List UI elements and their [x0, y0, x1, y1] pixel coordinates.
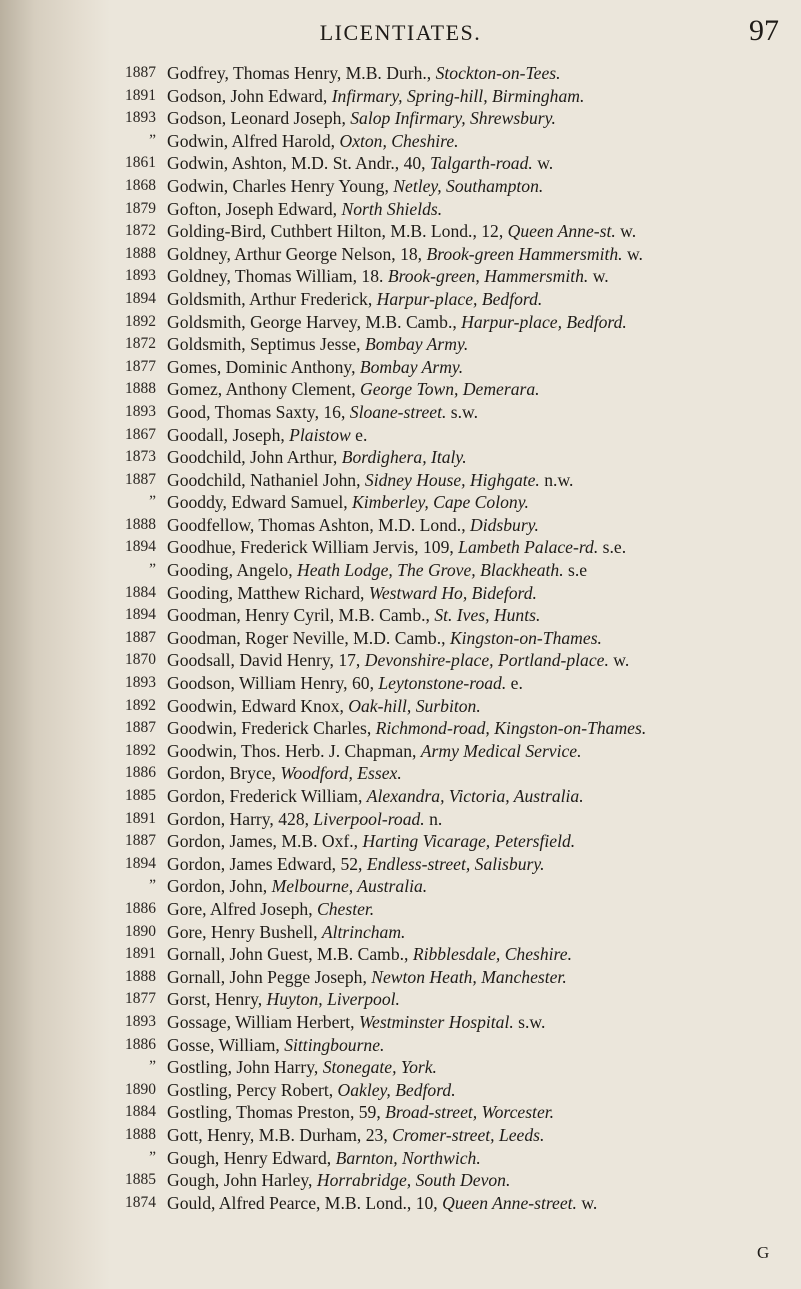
- licentiate-name: Goodwin, Thos. Herb. J. Chapman,: [167, 740, 421, 761]
- year-of-licence: 1885: [125, 1171, 156, 1189]
- licentiate-address: Ribblesdale, Cheshire.: [412, 944, 572, 965]
- licentiate-address: Infirmary, Spring-hill, Birmingham.: [331, 85, 585, 106]
- licentiate-address: Queen Anne-street.: [442, 1192, 577, 1213]
- licentiate-address: Devonshire-place, Portland-place.: [364, 650, 609, 671]
- year-of-licence: 1877: [125, 990, 156, 1008]
- list-item: [167, 378, 793, 401]
- licentiate-name: Goldney, Arthur George Nelson, 18,: [167, 243, 427, 264]
- licentiate-address: Salop Infirmary, Shrewsbury.: [350, 108, 556, 129]
- licentiate-name: Gomez, Anthony Clement,: [167, 379, 361, 400]
- licentiate-name: Gostling, Thomas Preston, 59,: [167, 1102, 386, 1123]
- year-of-licence: ”: [149, 1058, 156, 1076]
- licentiate-address: Oak-hill, Surbiton.: [348, 695, 481, 716]
- list-item: [167, 265, 793, 288]
- list-item: [167, 62, 793, 85]
- licentiate-name: Goodchild, John Arthur,: [167, 447, 342, 468]
- list-item: [167, 424, 793, 447]
- licentiate-address: Richmond-road, Kingston-on-Thames.: [375, 718, 647, 739]
- year-of-licence: 1870: [125, 651, 156, 669]
- year-of-licence: 1886: [125, 899, 156, 917]
- licentiate-address: Kimberley, Cape Colony.: [352, 492, 529, 513]
- licentiate-name: Gorst, Henry,: [167, 989, 267, 1010]
- licentiate-address: Bombay Army.: [359, 356, 464, 377]
- year-of-licence: 1891: [125, 945, 156, 963]
- licentiate-address: St. Ives, Hunts.: [434, 605, 541, 626]
- licentiate-name: Gough, Henry Edward,: [167, 1147, 336, 1168]
- year-of-licence: 1879: [125, 199, 156, 217]
- list-item: [167, 220, 793, 243]
- postal-district: w.: [576, 1192, 598, 1213]
- year-of-licence: 1887: [125, 832, 156, 850]
- licentiate-address: Melbourne, Australia.: [271, 876, 428, 897]
- list-item: [167, 1034, 793, 1057]
- list-item: [167, 1147, 793, 1170]
- licentiate-name: Gore, Alfred Joseph,: [167, 898, 318, 919]
- postal-district: n.: [424, 808, 443, 829]
- year-of-licence: 1888: [125, 380, 156, 398]
- year-of-licence: 1888: [125, 1125, 156, 1143]
- list-item: [167, 830, 793, 853]
- list-item: [167, 243, 793, 266]
- postal-district: e.: [506, 673, 523, 694]
- year-of-licence: 1894: [125, 606, 156, 624]
- list-item: [167, 740, 793, 763]
- licentiate-address: Chester.: [317, 898, 375, 919]
- year-of-licence: 1886: [125, 1035, 156, 1053]
- year-of-licence: 1890: [125, 922, 156, 940]
- list-item: [167, 491, 793, 514]
- year-of-licence: 1891: [125, 86, 156, 104]
- year-of-licence: 1861: [125, 154, 156, 172]
- licentiate-address: Army Medical Service.: [420, 740, 582, 761]
- page-header: [0, 14, 801, 54]
- year-of-licence: 1888: [125, 244, 156, 262]
- list-item: [167, 130, 793, 153]
- licentiate-address: Barnton, Northwich.: [335, 1147, 481, 1168]
- list-item: [167, 469, 793, 492]
- licentiate-name: Gornall, John Pegge Joseph,: [167, 966, 372, 987]
- year-of-licence: 1887: [125, 628, 156, 646]
- postal-district: e.: [350, 424, 368, 445]
- year-of-licence: 1893: [125, 1012, 156, 1030]
- licentiate-name: Gordon, James, M.B. Oxf.,: [167, 831, 363, 852]
- postal-district: w.: [532, 153, 554, 174]
- licentiate-address: Heath Lodge, The Grove, Blackheath.: [297, 560, 564, 581]
- licentiate-name: Goodwin, Frederick Charles,: [167, 718, 376, 739]
- licentiate-name: Gossage, William Herbert,: [167, 1011, 359, 1032]
- licentiate-name: Gore, Henry Bushell,: [167, 921, 322, 942]
- licentiate-name: Gostling, Percy Robert,: [167, 1079, 338, 1100]
- catchword: G: [757, 1243, 770, 1262]
- list-item: [167, 762, 793, 785]
- year-column: [104, 62, 156, 1214]
- licentiate-address: Sloane-street.: [349, 401, 447, 422]
- licentiate-name: Goodchild, Nathaniel John,: [167, 469, 365, 490]
- list-item: [167, 649, 793, 672]
- year-of-licence: ”: [149, 493, 156, 511]
- licentiate-address: Newton Heath, Manchester.: [371, 966, 567, 987]
- postal-district: s.w.: [513, 1011, 546, 1032]
- licentiate-name: Gornall, John Guest, M.B. Camb.,: [167, 944, 413, 965]
- licentiate-name: Gostling, John Harry,: [167, 1057, 323, 1078]
- postal-district: n.w.: [539, 469, 574, 490]
- list-item: [167, 943, 793, 966]
- licentiate-name: Gooddy, Edward Samuel,: [167, 492, 353, 513]
- licentiate-address: Brook-green, Hammersmith.: [387, 266, 589, 287]
- licentiate-address: Westward Ho, Bideford.: [368, 582, 537, 603]
- licentiate-name: Goldsmith, Arthur Frederick,: [167, 288, 377, 309]
- licentiate-name: Gordon, James Edward, 52,: [167, 853, 367, 874]
- licentiate-address: Queen Anne-st.: [507, 221, 616, 242]
- year-of-licence: 1887: [125, 470, 156, 488]
- licentiate-address: Bordighera, Italy.: [341, 447, 467, 468]
- licentiate-address: Leytonstone-road.: [378, 673, 507, 694]
- year-of-licence: 1888: [125, 967, 156, 985]
- postal-district: s.e: [563, 560, 588, 581]
- licentiate-address: Stonegate, York.: [322, 1057, 437, 1078]
- list-item: [167, 627, 793, 650]
- running-head: LICENTIATES.: [319, 20, 482, 45]
- licentiate-address: Harpur-place, Bedford.: [376, 288, 543, 309]
- list-item: [167, 152, 793, 175]
- year-of-licence: 1872: [125, 222, 156, 240]
- list-item: [167, 966, 793, 989]
- licentiate-name: Good, Thomas Saxty, 16,: [167, 401, 350, 422]
- licentiate-address: Sittingbourne.: [284, 1034, 385, 1055]
- licentiate-name: Goodwin, Edward Knox,: [167, 695, 349, 716]
- list-item: [167, 1079, 793, 1102]
- licentiate-address: Plaistow: [289, 424, 351, 445]
- licentiate-name: Gofton, Joseph Edward,: [167, 198, 342, 219]
- list-item: [167, 1101, 793, 1124]
- list-item: [167, 988, 793, 1011]
- list-item: [167, 582, 793, 605]
- year-of-licence: ”: [149, 131, 156, 149]
- list-item: [167, 898, 793, 921]
- licentiate-address: Altrincham.: [321, 921, 406, 942]
- postal-district: s.e.: [598, 537, 627, 558]
- licentiate-address: Netley, Southampton.: [393, 175, 544, 196]
- licentiate-name: Goldsmith, George Harvey, M.B. Camb.,: [167, 311, 462, 332]
- year-of-licence: 1890: [125, 1080, 156, 1098]
- licentiate-name: Goldsmith, Septimus Jesse,: [167, 334, 365, 355]
- year-of-licence: 1891: [125, 809, 156, 827]
- licentiate-address: Oakley, Bedford.: [337, 1079, 456, 1100]
- licentiate-name: Godwin, Alfred Harold,: [167, 130, 340, 151]
- list-item: [167, 875, 793, 898]
- licentiate-name: Godson, John Edward,: [167, 85, 332, 106]
- list-item: [167, 1169, 793, 1192]
- licentiate-name: Gooding, Matthew Richard,: [167, 582, 369, 603]
- licentiate-address: Harting Vicarage, Petersfield.: [362, 831, 576, 852]
- list-item: [167, 356, 793, 379]
- year-of-licence: 1872: [125, 335, 156, 353]
- licentiate-name: Goodson, William Henry, 60,: [167, 673, 379, 694]
- list-item: [167, 198, 793, 221]
- licentiate-address: Didsbury.: [470, 514, 539, 535]
- year-of-licence: 1868: [125, 176, 156, 194]
- list-item: [167, 785, 793, 808]
- licentiate-address: Oxton, Cheshire.: [339, 130, 459, 151]
- year-of-licence: ”: [149, 1148, 156, 1166]
- licentiate-name: Golding-Bird, Cuthbert Hilton, M.B. Lond., 12,: [167, 221, 508, 242]
- list-item: [167, 853, 793, 876]
- licentiate-name: Gooding, Angelo,: [167, 560, 297, 581]
- gutter-shadow: [0, 0, 110, 1289]
- list-item: [167, 1056, 793, 1079]
- licentiate-name: Gott, Henry, M.B. Durham, 23,: [167, 1124, 393, 1145]
- year-of-licence: 1888: [125, 515, 156, 533]
- licentiate-name: Gosse, William,: [167, 1034, 285, 1055]
- licentiate-name: Goodsall, David Henry, 17,: [167, 650, 365, 671]
- list-item: [167, 536, 793, 559]
- licentiate-name: Godson, Leonard Joseph,: [167, 108, 351, 129]
- licentiate-name: Gomes, Dominic Anthony,: [167, 356, 360, 377]
- licentiate-name: Goodman, Henry Cyril, M.B. Camb.,: [167, 605, 435, 626]
- postal-district: w.: [622, 243, 643, 264]
- licentiate-address: Cromer-street, Leeds.: [392, 1124, 545, 1145]
- licentiate-address: Endless-street, Salisbury.: [366, 853, 545, 874]
- year-of-licence: 1892: [125, 696, 156, 714]
- licentiate-address: George Town, Demerara.: [360, 379, 540, 400]
- licentiate-address: Woodford, Essex.: [280, 763, 402, 784]
- list-item: [167, 288, 793, 311]
- licentiate-address: Liverpool-road.: [313, 808, 425, 829]
- postal-district: s.w.: [446, 401, 478, 422]
- list-item: [167, 85, 793, 108]
- list-item: [167, 1124, 793, 1147]
- list-item: [167, 604, 793, 627]
- licentiate-address: Horrabridge, South Devon.: [316, 1170, 511, 1191]
- licentiate-name: Gordon, John,: [167, 876, 272, 897]
- licentiate-address: Kingston-on-Thames.: [449, 627, 602, 648]
- licentiates-list: [167, 62, 793, 1214]
- list-item: [167, 1011, 793, 1034]
- list-item: [167, 808, 793, 831]
- list-item: [167, 559, 793, 582]
- licentiate-address: Lambeth Palace-rd.: [458, 537, 599, 558]
- licentiate-name: Godwin, Charles Henry Young,: [167, 175, 394, 196]
- licentiate-address: Bombay Army.: [364, 334, 469, 355]
- year-of-licence: 1877: [125, 357, 156, 375]
- list-item: [167, 446, 793, 469]
- licentiate-name: Gordon, Frederick William,: [167, 786, 367, 806]
- licentiate-name: Goodman, Roger Neville, M.D. Camb.,: [167, 627, 450, 648]
- licentiate-address: Westminster Hospital.: [358, 1011, 514, 1032]
- licentiate-address: Broad-street, Worcester.: [385, 1102, 555, 1123]
- licentiate-name: Goodfellow, Thomas Ashton, M.D. Lond.,: [167, 514, 470, 535]
- year-of-licence: 1887: [125, 719, 156, 737]
- licentiate-name: Goodhue, Frederick William Jervis, 109,: [167, 537, 459, 558]
- licentiate-address: Sidney House, Highgate.: [364, 469, 540, 490]
- list-item: [167, 107, 793, 130]
- licentiate-address: Talgarth-road.: [429, 153, 533, 174]
- year-of-licence: 1893: [125, 267, 156, 285]
- licentiate-address: Brook-green Hammersmith.: [426, 243, 623, 264]
- year-of-licence: 1893: [125, 674, 156, 692]
- licentiate-address: Huyton, Liverpool.: [266, 989, 400, 1010]
- licentiate-name: Gordon, Harry, 428,: [167, 808, 314, 829]
- year-of-licence: ”: [149, 877, 156, 895]
- year-of-licence: 1893: [125, 402, 156, 420]
- list-item: [167, 1192, 793, 1215]
- postal-district: w.: [608, 650, 630, 671]
- licentiate-name: Godfrey, Thomas Henry, M.B. Durh.,: [167, 63, 436, 83]
- licentiate-name: Gould, Alfred Pearce, M.B. Lond., 10,: [167, 1192, 443, 1213]
- list-item: [167, 921, 793, 944]
- list-item: [167, 175, 793, 198]
- page-number: 97: [749, 14, 779, 47]
- year-of-licence: 1885: [125, 787, 156, 804]
- list-item: [167, 333, 793, 356]
- licentiate-address: Harpur-place, Bedford.: [461, 311, 627, 332]
- licentiate-name: Goodall, Joseph,: [167, 424, 290, 445]
- year-of-licence: 1893: [125, 109, 156, 127]
- list-item: [167, 695, 793, 718]
- postal-district: w.: [615, 221, 637, 242]
- year-of-licence: 1884: [125, 583, 156, 601]
- year-of-licence: 1884: [125, 1103, 156, 1121]
- list-item: [167, 401, 793, 424]
- licentiate-name: Gough, John Harley,: [167, 1170, 317, 1191]
- year-of-licence: 1892: [125, 741, 156, 759]
- licentiate-name: Goldney, Thomas William, 18.: [167, 266, 388, 287]
- year-of-licence: 1894: [125, 538, 156, 556]
- year-of-licence: 1873: [125, 448, 156, 466]
- year-of-licence: 1886: [125, 764, 156, 782]
- licentiate-name: Gordon, Bryce,: [167, 763, 281, 784]
- year-of-licence: 1874: [125, 1193, 156, 1211]
- licentiate-name: Godwin, Ashton, M.D. St. Andr., 40,: [167, 153, 430, 174]
- year-of-licence: 1867: [125, 425, 156, 443]
- licentiate-address: Alexandra, Victoria, Australia.: [366, 786, 584, 806]
- list-item: [167, 717, 793, 740]
- list-item: [167, 311, 793, 334]
- licentiate-address: Stockton-on-Tees.: [435, 63, 561, 83]
- list-item: [167, 672, 793, 695]
- year-of-licence: 1894: [125, 289, 156, 307]
- postal-district: w.: [588, 266, 609, 287]
- year-of-licence: 1887: [125, 64, 156, 81]
- licentiate-address: North Shields.: [341, 198, 443, 219]
- year-of-licence: ”: [149, 561, 156, 579]
- year-of-licence: 1892: [125, 312, 156, 330]
- list-item: [167, 514, 793, 537]
- year-of-licence: 1894: [125, 854, 156, 872]
